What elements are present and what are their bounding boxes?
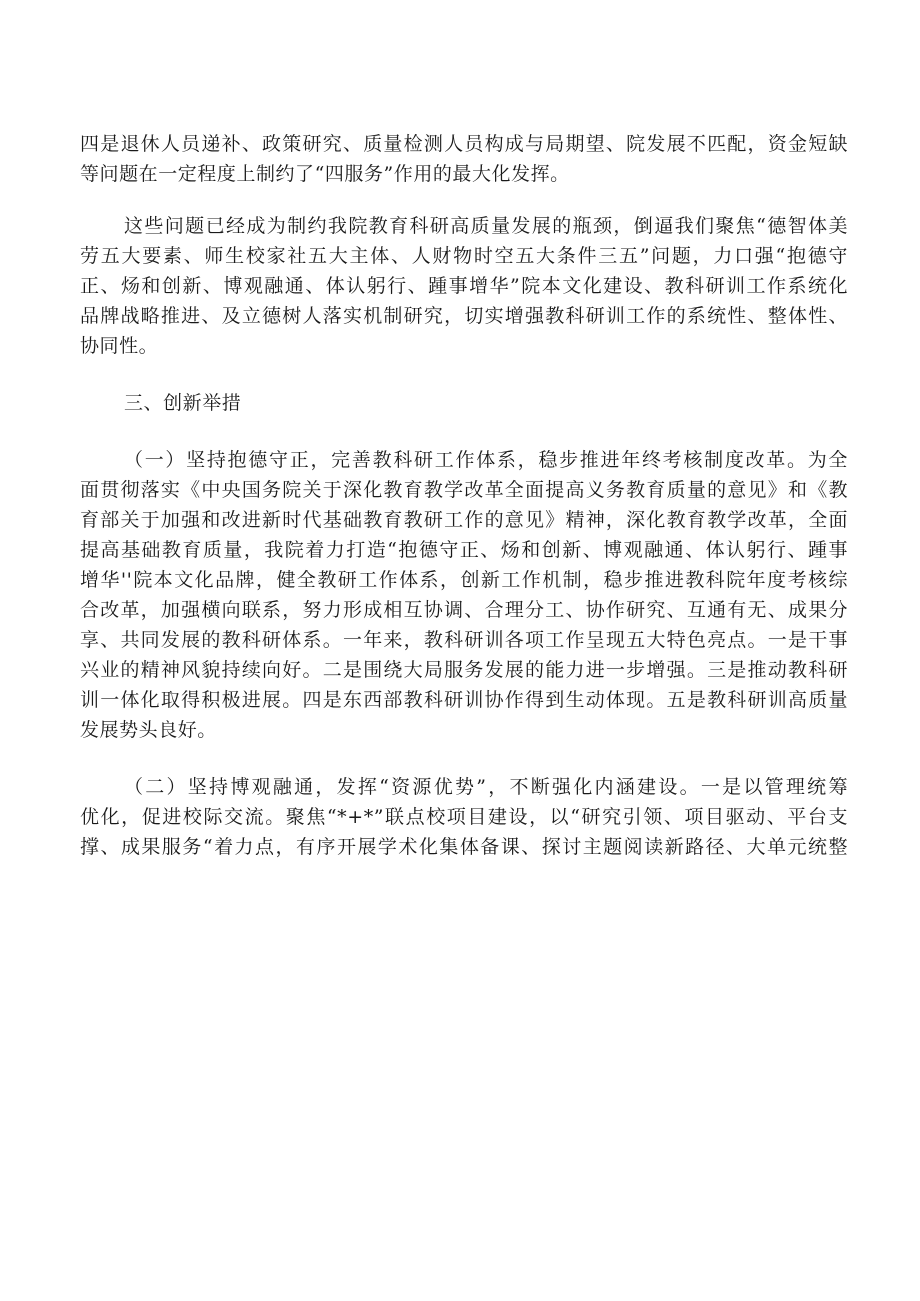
text-line: （二）坚持博观融通，发挥“资源优势”，不断强化内涵建设。一是以管理统筹 — [124, 776, 848, 798]
text-line: 等问题在一定程度上制约了“四服务”作用的最大化发挥。 — [80, 163, 570, 185]
heading-text: 三、创新举措 — [124, 392, 242, 414]
text-line: 品牌战略推进、及立德树人落实机制研究，切实增强教科研训工作的系统性、整体性、 — [80, 305, 848, 327]
text-line: 享、共同发展的教科研体系。一年来，教科研训各项工作呈现五大特色亮点。一是干事 — [80, 629, 848, 651]
text-line: 训一体化取得积极进展。四是东西部教科研训协作得到生动体现。五是教科研训高质量 — [80, 689, 848, 711]
text-line: 正、炀和创新、博观融通、体认躬行、踵事增华”院本文化建设、教科研训工作系统化 — [80, 275, 848, 297]
text-line: （一）坚持抱德守正，完善教科研工作体系，稳步推进年终考核制度改革。为全 — [124, 449, 848, 471]
text-line: 发展势头良好。 — [80, 719, 217, 741]
paragraph-continuation — [80, 129, 848, 189]
text-line: 育部关于加强和改进新时代基础教育教研工作的意见》精神，深化教育教学改革，全面 — [80, 509, 848, 531]
text-line: 兴业的精神风貌持续向好。二是围绕大局服务发展的能力进一步增强。三是推动教科研 — [80, 659, 848, 681]
text-line: 劳五大要素、师生校家社五大主体、人财物时空五大条件三五”问题，力口强“抱德守 — [80, 245, 848, 267]
section-heading — [80, 388, 848, 418]
text-line: 四是退休人员递补、政策研究、质量检测人员构成与局期望、院发展不匹配，资金短缺 — [80, 133, 848, 155]
paragraph-problems — [80, 211, 848, 361]
text-line: 合改革，加强横向联系，努力形成相互协调、合理分工、协作研究、互通有无、成果分 — [80, 599, 848, 621]
text-line: 协同性。 — [80, 335, 159, 357]
text-line: 面贯彻落实《中央国务院关于深化教育教学改革全面提高义务教育质量的意见》和《教 — [80, 479, 848, 501]
text-line: 优化，促进校际交流。聚焦“*+*”联点校项目建设，以“研究引领、项目驱动、平台支 — [80, 806, 848, 828]
text-line: 增华''院本文化品牌，健全教研工作体系，创新工作机制，稳步推进教科院年度考核综 — [80, 569, 848, 591]
paragraph-measure-two — [80, 772, 848, 862]
text-line: 提高基础教育质量，我院着力打造“抱德守正、炀和创新、博观融通、体认躬行、踵事 — [80, 539, 848, 561]
text-line: 这些问题已经成为制约我院教育科研高质量发展的瓶颈，倒逼我们聚焦“德智体美 — [124, 215, 848, 237]
text-line: 撑、成果服务“着力点，有序开展学术化集体备课、探讨主题阅读新路径、大单元统整 — [80, 836, 848, 858]
paragraph-measure-one — [80, 445, 848, 745]
document-body — [80, 129, 848, 862]
